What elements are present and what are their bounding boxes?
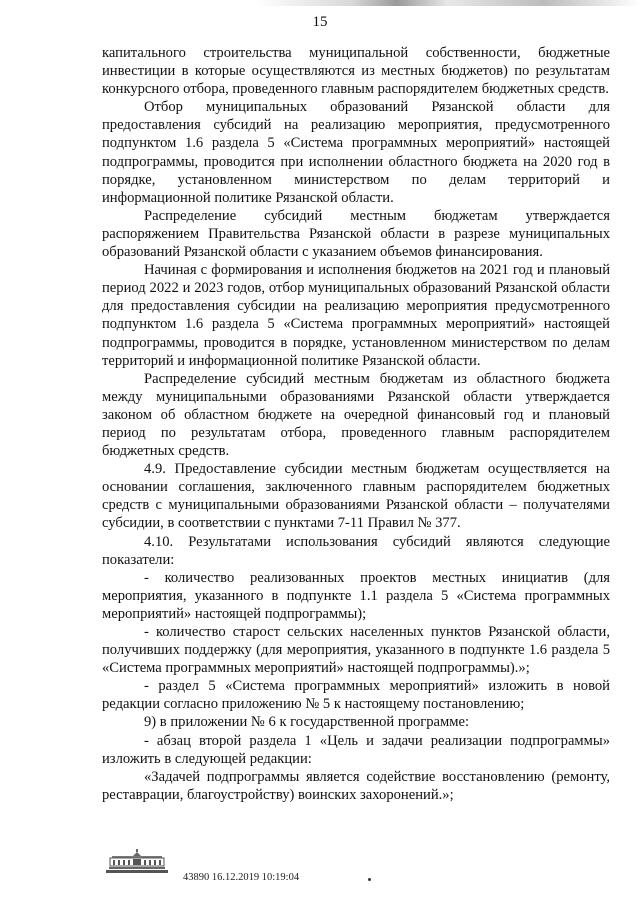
list-item-appendix-6: 9) в приложении № 6 к государственной программе: <box>144 714 470 731</box>
page-footer <box>0 848 640 888</box>
quoted-task: «Задачей подпрограммы является содействие восстановлению (ремонту, реставрации, благоустройству) воинских захоронений.»; <box>102 768 610 803</box>
paragraph-continuation: капитального строительства муниципальной собственности, бюджетные инвестиции в которые осуществляются из местных бюджетов) по результатам конкурсного отбора, проведенного главным распорядителем бюджетных средств. <box>102 45 610 98</box>
paragraph-4-9: 4.9. Предоставление субсидии местным бюджетам осуществляется на основании соглашения, заключенного главным распорядителем бюджетных средств с муниципальными образованиями Рязанской области – получателями субсидии, в соответствии с пунктами 7-11 Правил № 377. <box>102 461 610 532</box>
page-number: 15 <box>312 14 328 30</box>
scan-top-edge <box>0 0 640 6</box>
government-building-stamp-icon <box>104 848 170 874</box>
document-body <box>102 44 610 804</box>
list-item-elders: - количество старост сельских населенных пунктов Рязанской области, получивших поддержку (для мероприятия, указанного в подпункте 1.6 раздела 5 «Система программных мероприятий» настоящей подпрограммы).»; <box>102 624 610 677</box>
list-item-projects: - количество реализованных проектов местных инициатив (для мероприятия, указанного в подпункте 1.1 раздела 5 «Система программных мероприятий» настоящей подпрограммы); <box>102 569 610 622</box>
list-item-paragraph-2: - абзац второй раздела 1 «Цель и задачи реализации подпрограммы» изложить в следующей редакции: <box>102 732 610 767</box>
paragraph-distribution-law: Распределение субсидий местным бюджетам из областного бюджета между муниципальными образованиями Рязанской области утверждается законом об областном бюджете на очередной финансовый год и плановый период по результатам отбора, проведенного главным распорядителем бюджетных средств. <box>102 370 610 460</box>
paragraph-selection-2021: Начиная с формирования и исполнения бюджетов на 2021 год и плановый период 2022 и 2023 годов, отбор муниципальных образований Рязанской области для предоставления субсидии на реализацию мероприятия предусмотренного подпунктом 1.6 раздела 5 «Система программных мероприятий» настоящей подпрограммы, проводится в порядке, установленном министерством по делам территорий и информационной политике Рязанской области. <box>102 262 610 369</box>
registration-number: 43890 16.12.2019 10:19:04 <box>183 872 300 883</box>
paragraph-selection-2020: Отбор муниципальных образований Рязанской области для предоставления субсидий на реализацию мероприятия, предусмотренного подпунктом 1.6 раздела 5 «Система программных мероприятий» настоящей подпрограммы, проводится при исполнении областного бюджета на 2020 год в порядке, установленном министерством по делам территорий и информационной политике Рязанской области. <box>102 99 610 206</box>
paragraph-distribution: Распределение субсидий местным бюджетам утверждается распоряжением Правительства Рязанской области в разрезе муниципальных образований Рязанской области с указанием объемов финансирования. <box>102 207 610 261</box>
list-item-section-5: - раздел 5 «Система программных мероприятий» изложить в новой редакции согласно приложению № 5 к настоящему постановлению; <box>102 678 610 713</box>
paragraph-4-10: 4.10. Результатами использования субсидий являются следующие показатели: <box>102 533 610 568</box>
scan-dot <box>368 878 371 881</box>
